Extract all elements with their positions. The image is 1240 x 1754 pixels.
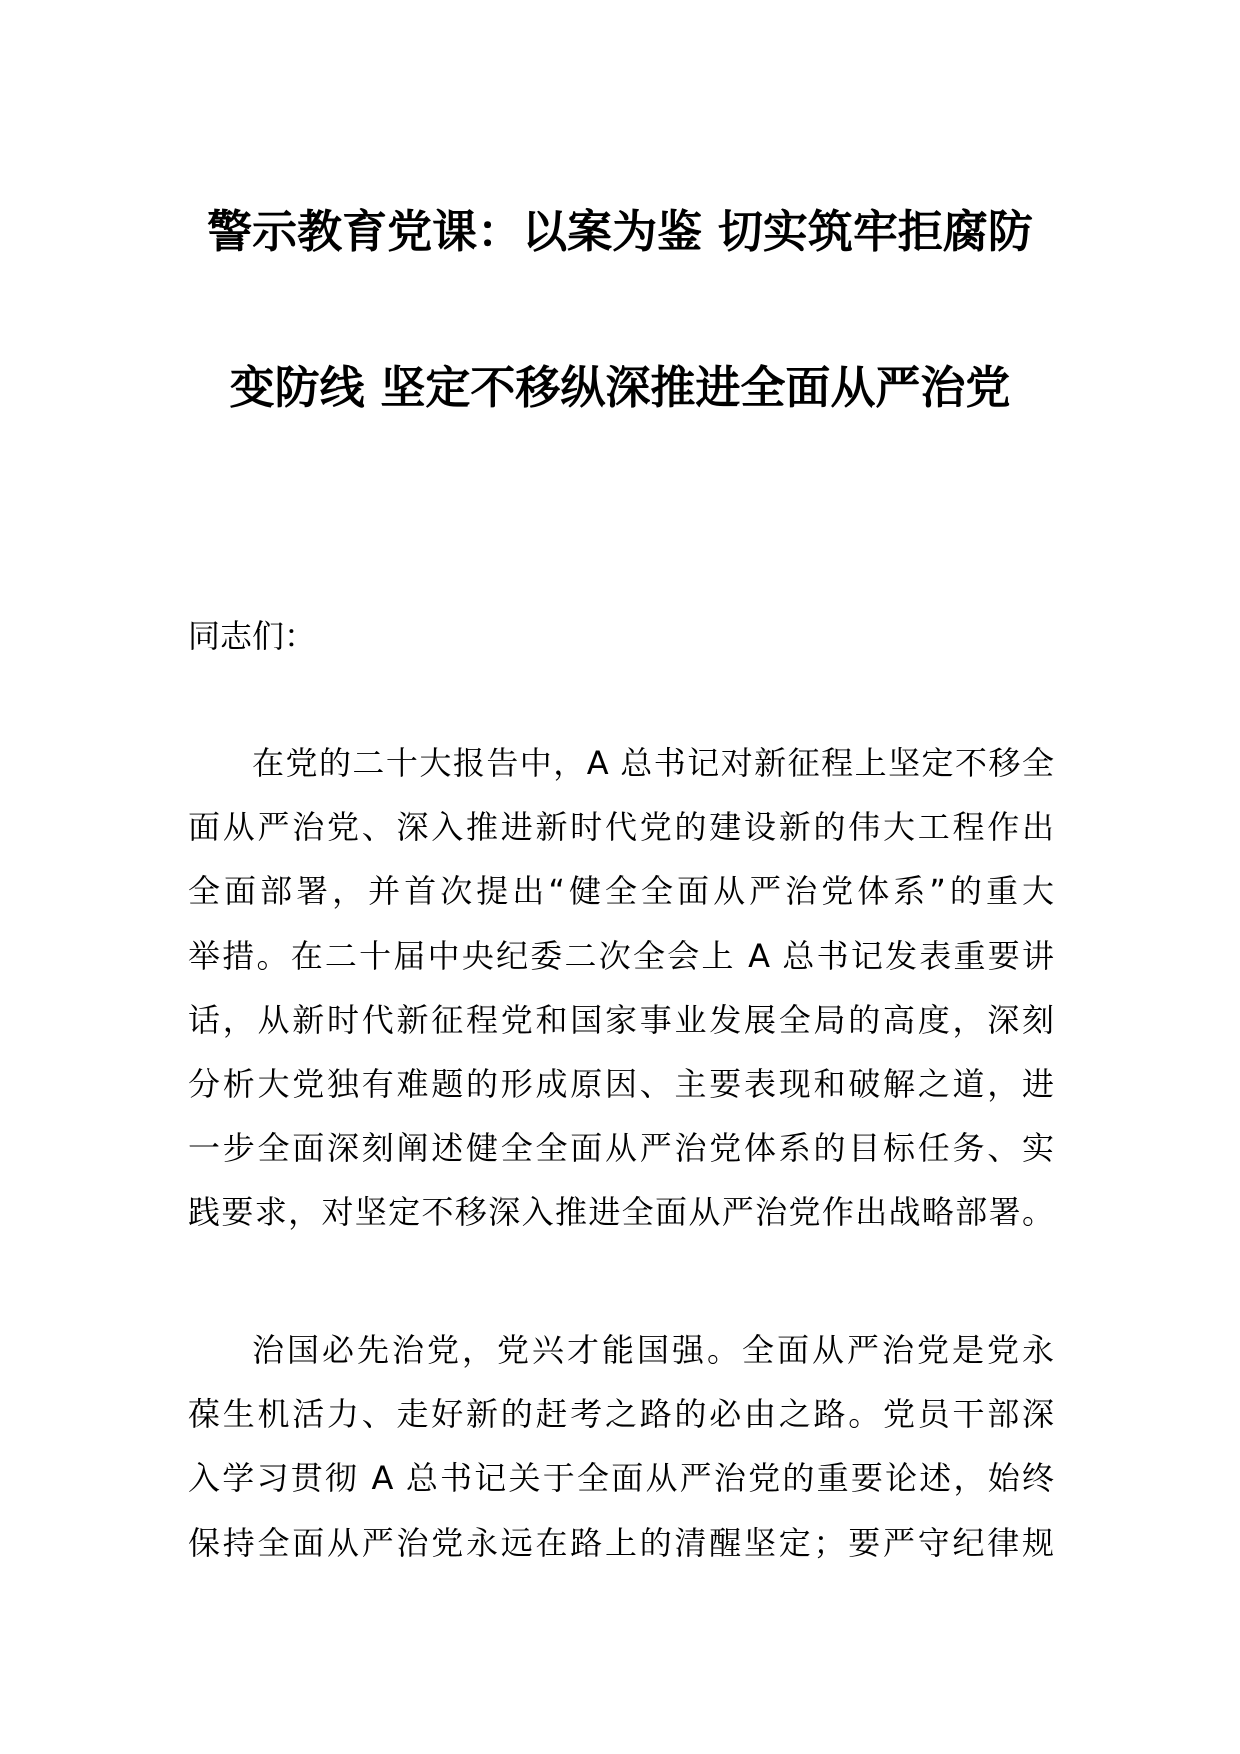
paragraph-line: 葆生机活力、走好新的赶考之路的必由之路。党员干部深 [188, 1395, 1054, 1434]
paragraph-2 [188, 1318, 1054, 1575]
document-title-line-1: 警示教育党课：以案为鉴 切实筑牢拒腐防 [207, 205, 1033, 258]
paragraph-line: 践要求，对坚定不移深入推进全面从严治党作出战略部署。 [188, 1193, 1054, 1232]
paragraph-line: 治国必先治党，党兴才能国强。全面从严治党是党永 [252, 1331, 1054, 1369]
paragraph-line: 在党的二十大报告中，A 总书记对新征程上坚定不移全 [252, 744, 1054, 782]
paragraph-line: 话，从新时代新征程党和国家事业发展全局的高度，深刻 [188, 1000, 1054, 1039]
paragraph-line: 一步全面深刻阐述健全全面从严治党体系的目标任务、实 [188, 1129, 1054, 1168]
document-title-line-2: 变防线 坚定不移纵深推进全面从严治党 [229, 361, 1011, 414]
paragraph-line: 面从严治党、深入推进新时代党的建设新的伟大工程作出 [188, 808, 1054, 847]
paragraph-line: 保持全面从严治党永远在路上的清醒坚定；要严守纪律规 [188, 1523, 1054, 1562]
paragraph-line: 全面部署，并首次提出“健全全面从严治党体系”的重大 [188, 872, 1054, 911]
paragraph-line: 分析大党独有难题的形成原因、主要表现和破解之道，进 [188, 1064, 1054, 1103]
paragraph-line: 入学习贯彻 A 总书记关于全面从严治党的重要论述，始终 [188, 1459, 1054, 1498]
paragraph-line: 举措。在二十届中央纪委二次全会上 A 总书记发表重要讲 [188, 936, 1054, 975]
paragraph-1 [188, 731, 1054, 1245]
salutation: 同志们： [188, 617, 317, 655]
